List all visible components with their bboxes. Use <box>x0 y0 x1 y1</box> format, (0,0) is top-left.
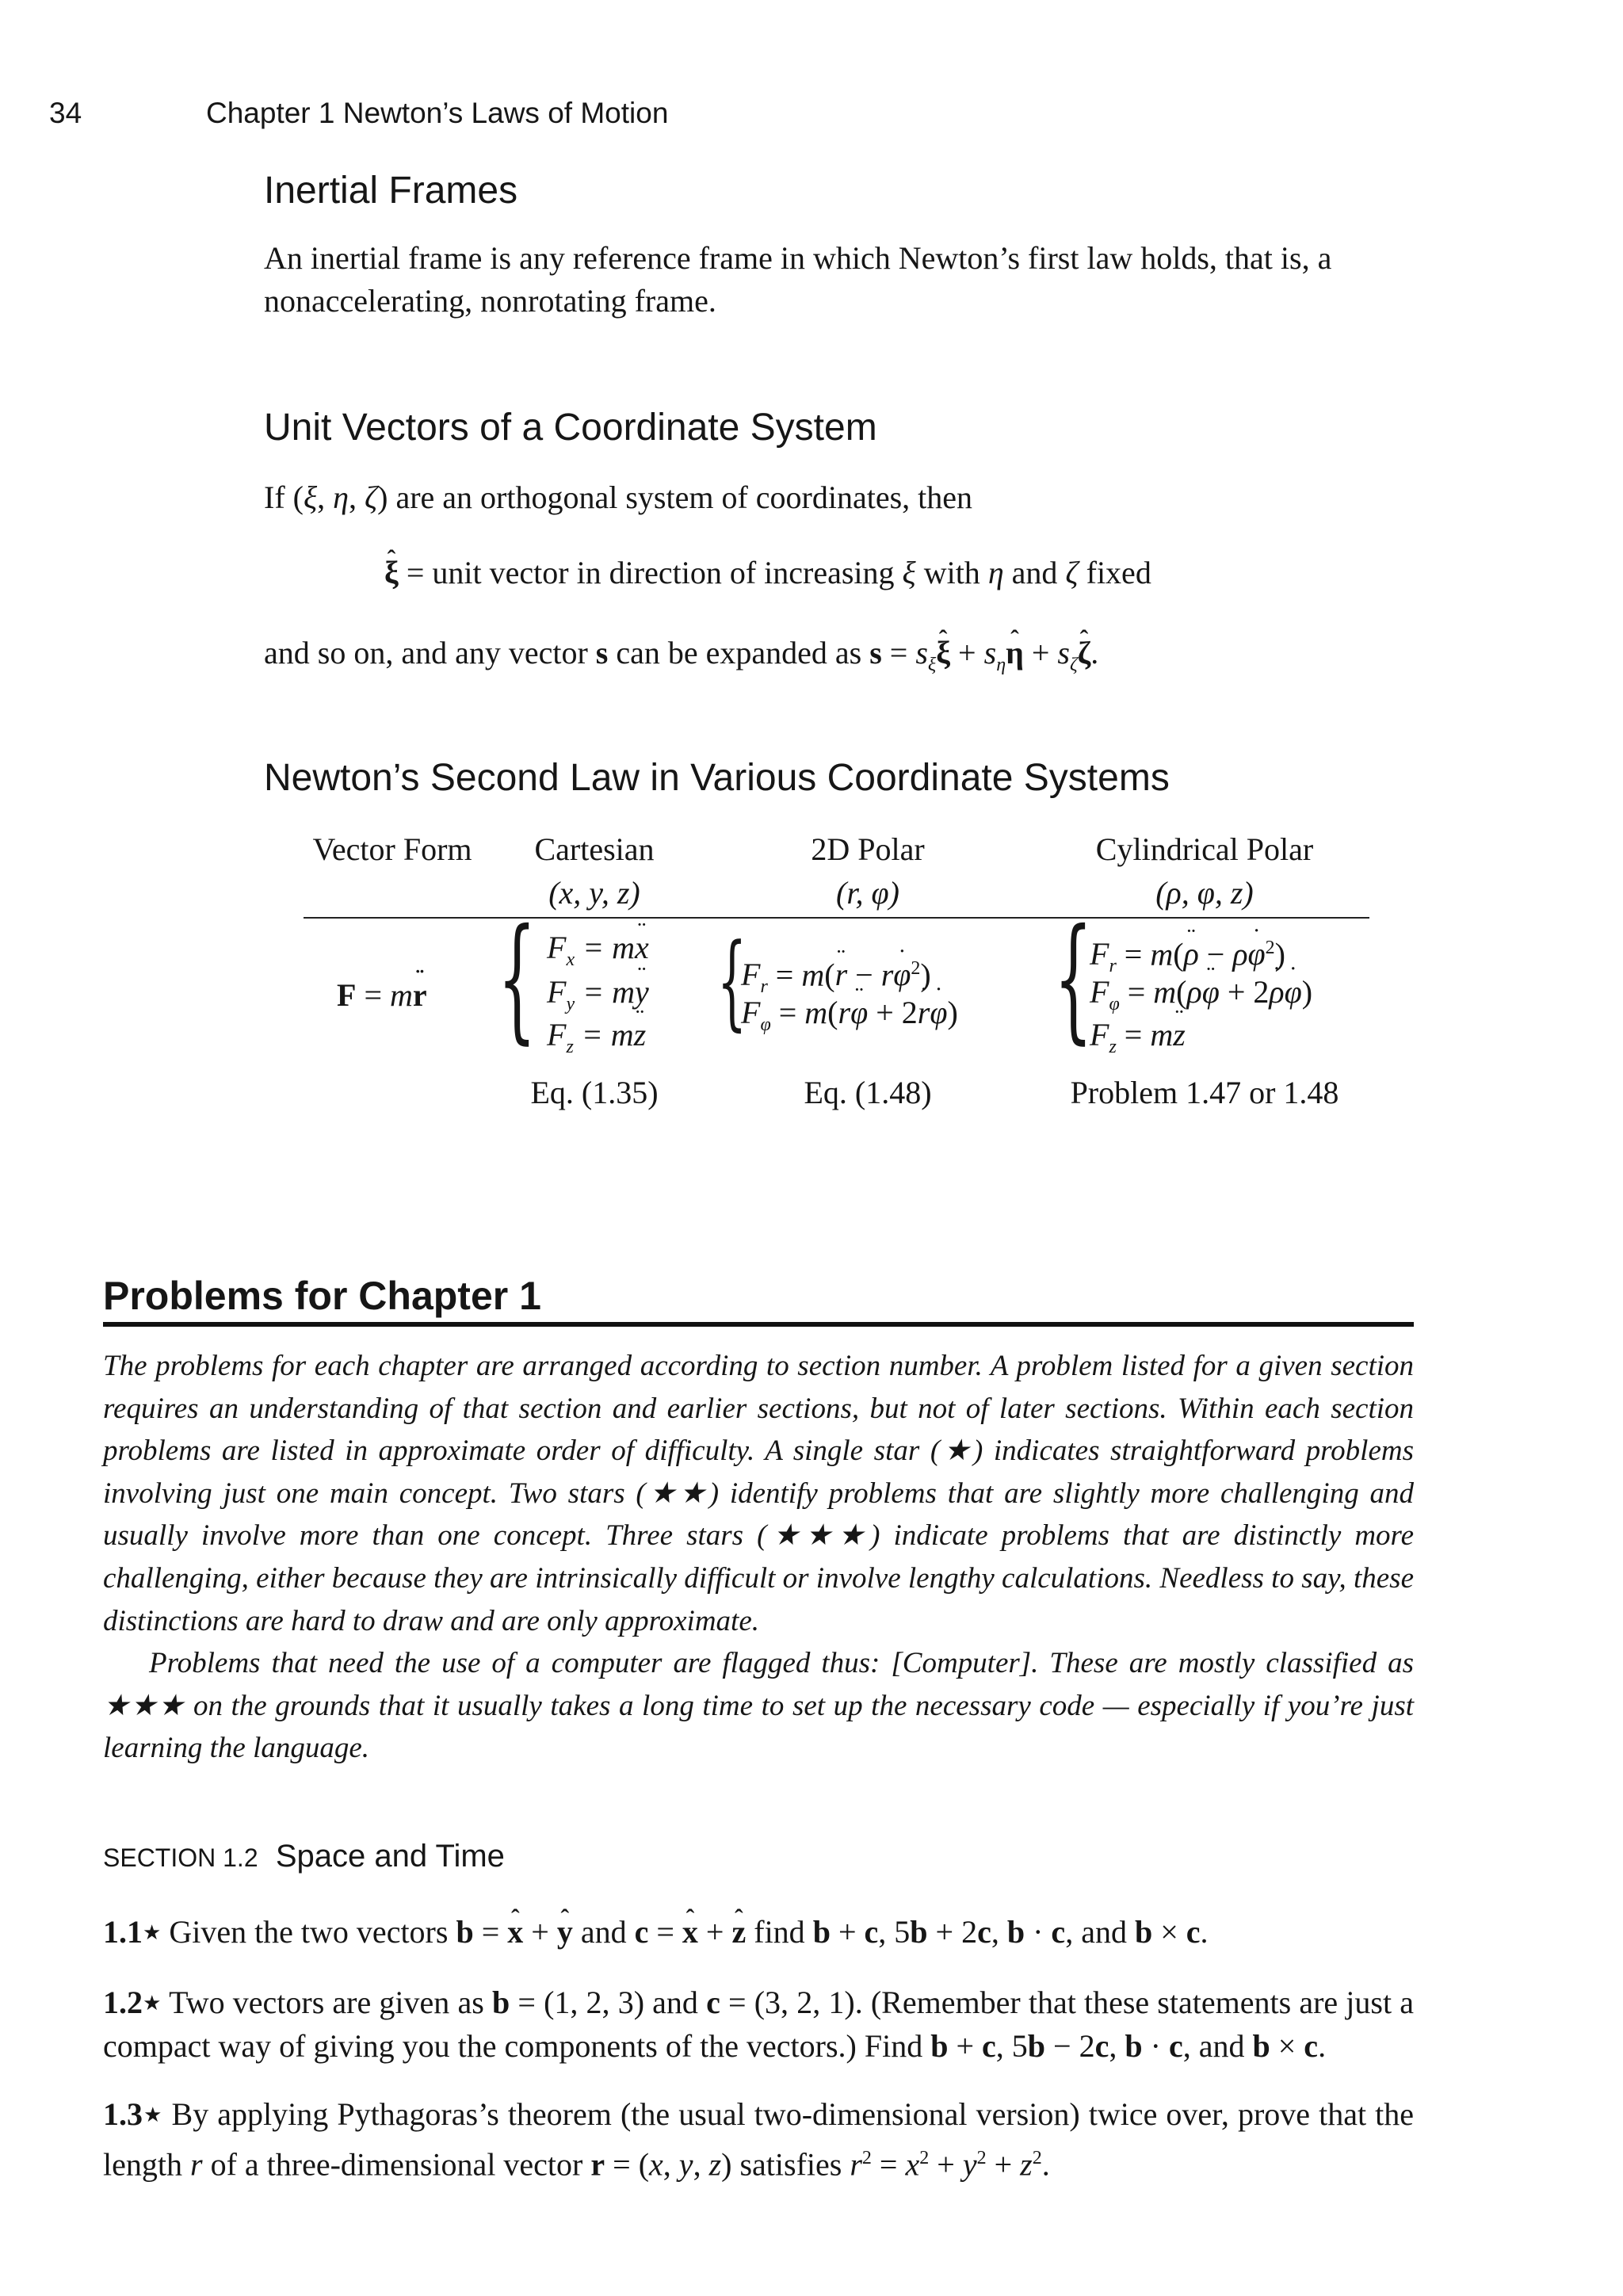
problem-number: 1.3 <box>103 2096 143 2132</box>
def-text-d: fixed <box>1086 555 1151 590</box>
problems-intro-paragraph-2: Problems that need the use of a computer are flagged thus: [Computer]. These are mostly classified as ★★★ on the grounds that it usually takes a long time to set up the necessary code — especially if you’re just learning the language. <box>103 1647 1414 1765</box>
col-cylindrical-title: Cylindrical Polar <box>1095 831 1314 867</box>
cartesian-eq-y: $F_y$ = my ¨ <box>547 973 649 1023</box>
ref-2d-polar: Eq. (1.48) <box>804 1075 932 1110</box>
cartesian-eq-z: $F_z$ = mz ¨ <box>547 1016 646 1066</box>
problem-number: 1.1 <box>103 1914 143 1950</box>
polar-brace: { <box>717 921 747 1041</box>
line1-prefix: If ( <box>264 479 304 515</box>
vector-form-equation: F = mr ¨ <box>337 976 427 1014</box>
section-heading <box>103 1839 505 1874</box>
cyl-eq-z: $F_z$ = mz ¨ <box>1090 1016 1186 1066</box>
section-heading-inertial-frames: Inertial Frames <box>264 170 518 212</box>
problem-1-3: 1.3★ By applying Pythagoras’s theorem (the usual two-dimensional version) twice over, prove that the length r of a three-dimensional vector r = (x, y, z) satisfies $r^2 = x^2 + y^2 + z^2$. <box>103 2096 1415 2183</box>
col-cylindrical-coords: (ρ, φ, z) <box>1155 875 1254 911</box>
star-icon: ★ <box>143 2103 163 2126</box>
col-vector-form-title: Vector Form <box>312 831 472 867</box>
def-text-a: = unit vector in direction of increasing <box>406 555 895 590</box>
problem-1-2-text-a: Two vectors are given as <box>169 1985 484 2020</box>
polar-eq-phi: $F_\varphi = m(r\varphi$ ¨ + 2r ˙φ ˙) <box>741 994 958 1044</box>
problems-intro-paragraph-1: The problems for each chapter are arranged according to section number. A problem listed for a given section requires an understanding of that section and earlier sections, but not of later sections. Within each section problems are listed in approximate order of difficulty. A single star (★) indicates straightforward problems involving just one main concept. Two stars (★★) identify problems that are slightly more challenging and usually involve more than one concept. Three stars (★★★) indicate problems that are distinctly more challenging, either because they are intrinsically difficult or involve lengthy calculations. Needless to say, these distinctions are hard to draw and are only approximate. <box>103 1350 1414 1637</box>
ref-cylindrical: Problem 1.47 or 1.48 <box>1070 1075 1339 1110</box>
problem-1-3-text-c: satisfies <box>739 2146 842 2183</box>
problems-title-rule <box>103 1322 1414 1327</box>
line3-prefix: and so on, and any vector <box>264 635 588 670</box>
problem-1-3-text-a: By applying Pythagoras’s theorem (the usual two-dimensional version) twice over, prove that the length <box>103 2096 1415 2183</box>
col-cartesian-title: Cartesian <box>534 831 655 867</box>
line1-suffix: ) are an orthogonal system of coordinates, then <box>377 479 973 515</box>
table-rule <box>304 917 1369 919</box>
running-head <box>49 97 668 130</box>
problems-intro <box>103 1345 1414 1770</box>
cartesian-eq-x: $F_x$ = mx ¨ <box>547 929 649 979</box>
section-heading-newton-second-law: Newton’s Second Law in Various Coordinate Systems <box>264 757 1170 799</box>
unit-vectors-line-1: If (ξ, η, ζ) are an orthogonal system of coordinates, then <box>264 479 973 515</box>
problem-1-1: 1.1★ Given the two vectors b = x ˆ + y ˆ and c = x ˆ + z ˆ find b + c, 5b + 2c, b · c, and b × c. <box>103 1911 1209 1954</box>
unit-vector-definition: ξ ˆ = unit vector in direction of increasing ξ with η and ζ fixed <box>384 552 1151 594</box>
section-title: Space and Time <box>275 1839 505 1874</box>
inertial-text-line-1: An inertial frame is any reference frame in which Newton’s first law holds, that is, a <box>264 240 1332 276</box>
cylindrical-brace: { <box>1054 900 1093 1057</box>
star-icon: ★ <box>143 1921 162 1944</box>
line3-mid: can be expanded as <box>616 635 862 670</box>
star-icon: ★ <box>143 1992 162 2015</box>
running-title: Chapter 1 Newton’s Laws of Motion <box>206 97 669 129</box>
col-2d-polar-coords: (r, φ) <box>836 875 899 911</box>
problem-1-3-text-b: of a three-dimensional vector <box>210 2146 583 2183</box>
section-label: SECTION 1.2 <box>103 1843 258 1872</box>
problem-1-2: 1.2★ Two vectors are given as b = (1, 2, 3) and c = (3, 2, 1). (Remember that these statements are just a compact way of giving you the components of the vectors.) Find b + c, 5b − 2c, b · c, and b × c. <box>103 1985 1415 2064</box>
ref-cartesian: Eq. (1.35) <box>530 1075 659 1110</box>
cyl-eq-rho: $F_r = m(\rho$ ¨ − ρφ ˙$^2$) <box>1090 929 1285 985</box>
col-cartesian-coords: (x, y, z) <box>548 875 640 911</box>
def-text-c: and <box>1011 555 1058 590</box>
problem-number: 1.2 <box>103 1985 143 2020</box>
polar-eq-r: $F_r = m(r$ ¨ − rφ ˙$^2$) <box>741 949 931 1006</box>
cartesian-brace: { <box>498 900 537 1057</box>
def-text-b: with <box>923 555 980 590</box>
problems-title: Problems for Chapter 1 <box>103 1274 541 1318</box>
page-number: 34 <box>49 97 82 129</box>
inertial-text-line-2: nonaccelerating, nonrotating frame. <box>264 283 716 319</box>
section-heading-unit-vectors: Unit Vectors of a Coordinate System <box>264 407 877 449</box>
col-2d-polar-title: 2D Polar <box>811 831 925 867</box>
cyl-eq-phi: $F_\varphi = m(\rho\varphi$ ¨ + 2ρ ˙φ ˙) <box>1090 973 1312 1023</box>
problem-1-2-text-b: (Remember that these statements are just a compact way of giving you the components of the vectors.) Find <box>103 1985 1415 2064</box>
unit-vectors-line-3: and so on, and any vector s can be expanded as $s = s_\xi\xi$ ˆ + $s_\eta\eta$ ˆ + $s_\zeta\zeta$ ˆ. <box>264 632 1098 686</box>
